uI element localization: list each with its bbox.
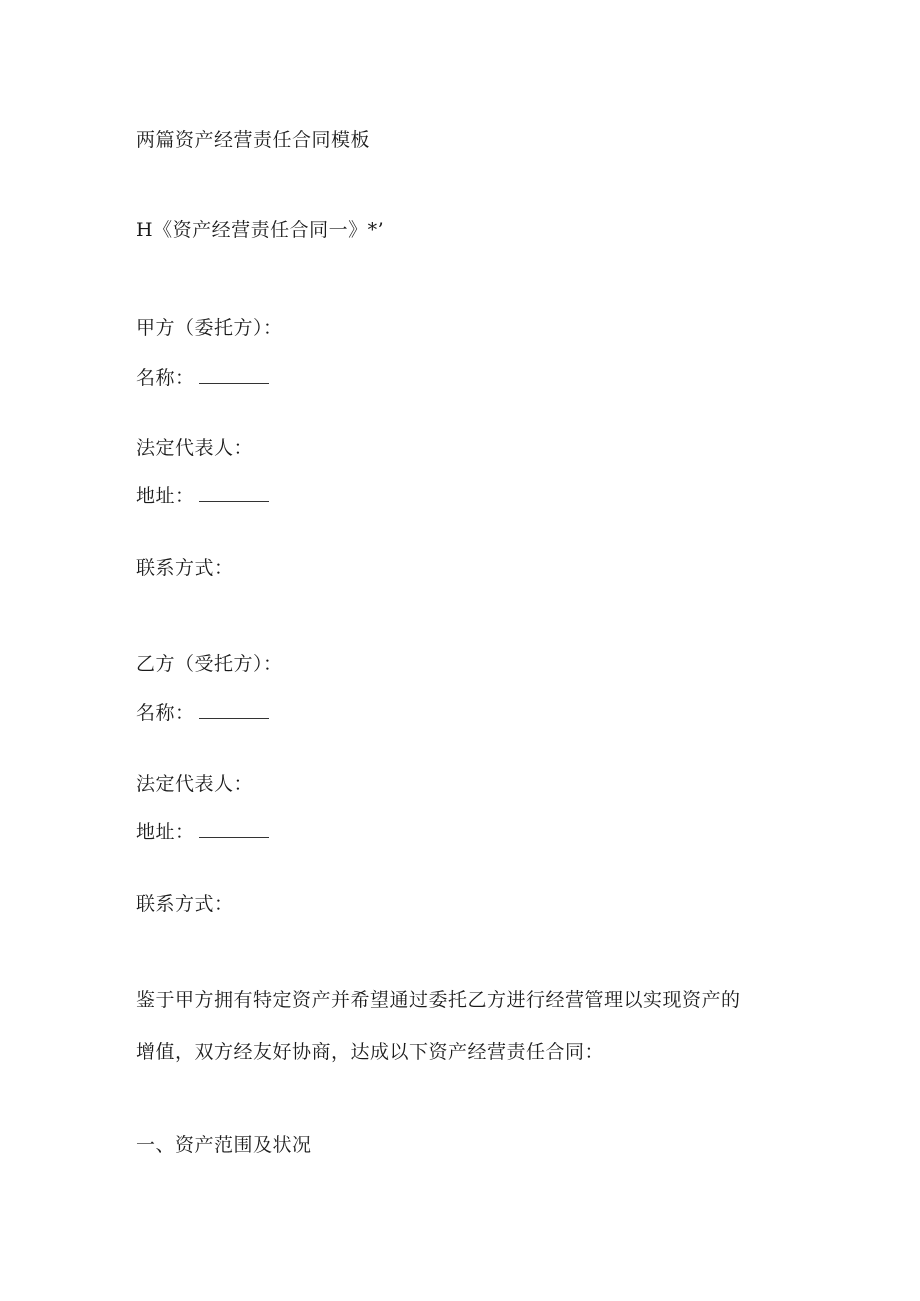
party-a-name-row: [136, 366, 269, 390]
party-a-address-row: [136, 484, 269, 508]
party-b-address-blank: [199, 820, 269, 838]
party-a-name-blank: [199, 366, 269, 384]
party-a-contact-label: 联系方式：: [136, 557, 234, 579]
preamble-line-1: 鉴于甲方拥有特定资产并希望通过委托乙方进行经营管理以实现资产的: [136, 989, 741, 1011]
party-a-rep-label: 法定代表人：: [136, 437, 254, 459]
party-b-address-row: [136, 820, 269, 844]
party-a-address-label: 地址：: [136, 485, 195, 507]
party-a-address-blank: [199, 484, 269, 502]
party-a-name-label: 名称：: [136, 367, 195, 389]
section-1-heading: 一、资产范围及状况: [136, 1134, 312, 1156]
contract-subtitle: H《资产经营责任合同一》*’: [136, 219, 385, 241]
party-b-name-row: [136, 701, 269, 725]
party-b-name-blank: [199, 701, 269, 719]
document-title: 两篇资产经营责任合同模板: [136, 129, 371, 151]
party-b-rep-label: 法定代表人：: [136, 773, 254, 795]
preamble-line-2: 增值，双方经友好协商，达成以下资产经营责任合同：: [136, 1041, 605, 1063]
party-b-name-label: 名称：: [136, 702, 195, 724]
party-b-heading: 乙方（受托方）：: [136, 653, 283, 675]
party-b-contact-label: 联系方式：: [136, 893, 234, 915]
party-a-heading: 甲方（委托方）：: [136, 317, 283, 339]
party-b-address-label: 地址：: [136, 821, 195, 843]
